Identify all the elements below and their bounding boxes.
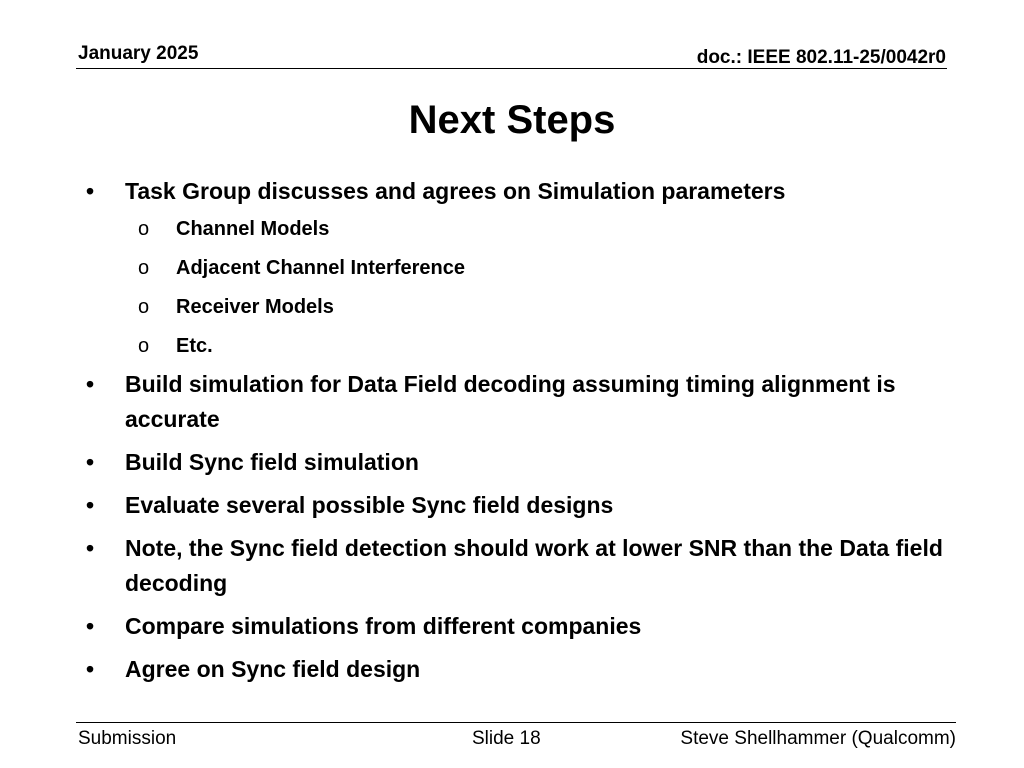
bullet-dot-icon: • <box>86 371 95 397</box>
sub-bullet-item <box>86 333 946 359</box>
bullet-item <box>86 367 946 437</box>
bullet-text: Compare simulations from different companies <box>125 613 642 639</box>
bullet-dot-icon: • <box>86 449 95 475</box>
header-date: January 2025 <box>78 43 199 64</box>
bullet-list <box>86 174 946 687</box>
sub-bullet-text: Receiver Models <box>176 296 334 318</box>
bullet-item <box>86 174 946 209</box>
circle-bullet-icon: o <box>138 218 150 240</box>
sub-bullet-text: Adjacent Channel Interference <box>176 257 465 279</box>
circle-bullet-icon: o <box>138 335 150 357</box>
footer-submission: Submission <box>78 728 177 749</box>
sub-bullet-text: Etc. <box>176 335 213 357</box>
sub-bullet-item <box>86 294 946 320</box>
sub-bullet-item <box>86 216 946 242</box>
sub-bullet-text: Channel Models <box>176 218 330 240</box>
bullet-item <box>86 609 946 644</box>
bullet-text: Evaluate several possible Sync field designs <box>125 492 614 518</box>
bullet-text: Agree on Sync field design <box>125 656 421 682</box>
bullet-text: Note, the Sync field detection should work at lower SNR than the Data field decoding <box>125 535 943 596</box>
bullet-item <box>86 531 946 601</box>
bullet-text: Build Sync field simulation <box>125 449 419 475</box>
footer-author: Steve Shellhammer (Qualcomm) <box>680 728 956 749</box>
header-doc-id: doc.: IEEE 802.11-25/0042r0 <box>696 47 946 68</box>
bullet-dot-icon: • <box>86 613 95 639</box>
bullet-item <box>86 445 946 480</box>
bullet-item <box>86 652 946 687</box>
bullet-text: Build simulation for Data Field decoding assuming timing alignment is accurate <box>125 371 896 432</box>
bullet-dot-icon: • <box>86 656 95 682</box>
sub-bullet-item <box>86 255 946 281</box>
bullet-item <box>86 488 946 523</box>
bullet-dot-icon: • <box>86 535 95 561</box>
footer-slide-number: Slide 18 <box>472 728 541 749</box>
bullet-dot-icon: • <box>86 492 95 518</box>
circle-bullet-icon: o <box>138 257 150 279</box>
footer-divider <box>76 722 956 723</box>
circle-bullet-icon: o <box>138 296 150 318</box>
bullet-dot-icon: • <box>86 178 95 204</box>
slide-title: Next Steps <box>408 98 616 142</box>
bullet-text: Task Group discusses and agrees on Simulation parameters <box>125 178 786 204</box>
header-divider <box>76 68 947 69</box>
